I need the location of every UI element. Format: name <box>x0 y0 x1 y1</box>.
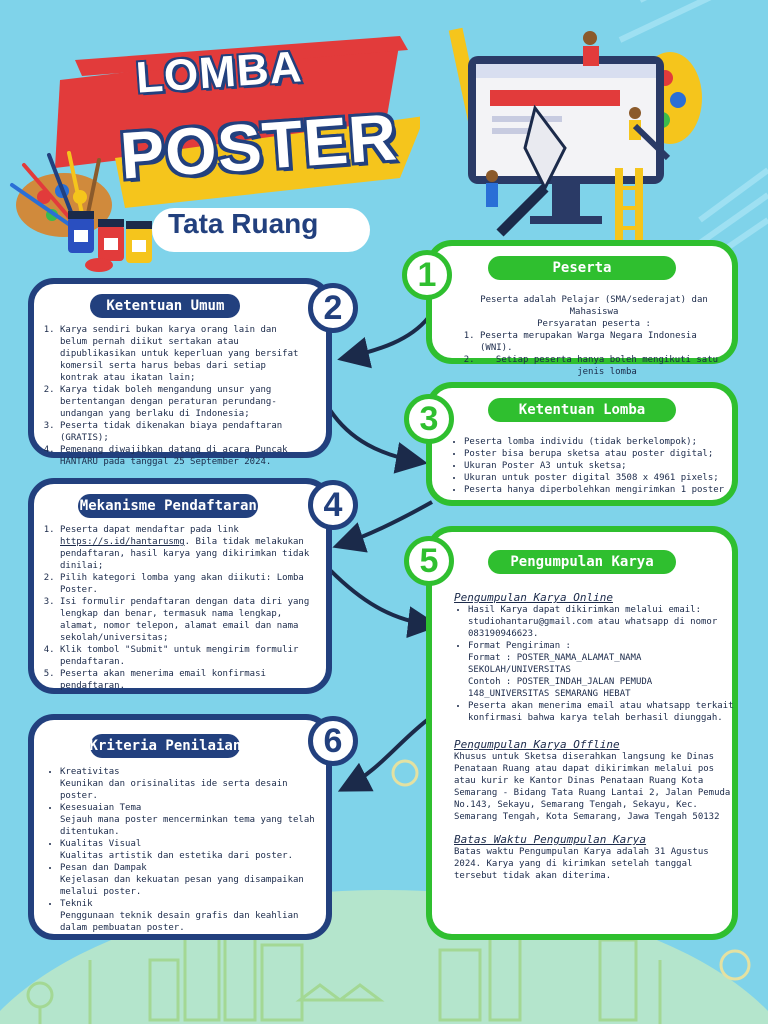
ketentuan-lomba-item: • Ukuran Poster A3 untuk sketsa; <box>464 460 740 472</box>
online-item: • Peserta akan menerima email atau whatsapp terkait konfirmasi bahwa karya telah berhasil diunggah. <box>468 700 736 724</box>
section-number-6: 6 <box>308 716 358 766</box>
ketentuan-umum-title: Ketentuan Umum <box>90 294 240 318</box>
kriteria-item <box>60 802 318 838</box>
kriteria-desc: Kualitas artistik dan estetika dari poster. <box>60 851 293 861</box>
mekanisme-card <box>28 478 332 694</box>
ketentuan-umum-body <box>46 324 306 468</box>
offline-text: Khusus untuk Sketsa diserahkan langsung ke Dinas Penataan Ruang atau dapat dikirimkan melalui pos atau kurir ke Kantor Dinas Penataan Ruang Kota Semarang - Bidang Tata Ruang Lantai 2, Jalan Pemuda No.143, Sekayu, Semarang Tengah, Sekayu, Kec. Semarang Tengah, Kota Semarang, Jawa Tengah 50132 <box>454 752 731 822</box>
mekanisme-item: 5. Peserta akan menerima email konfirmasi pendaftaran. <box>60 668 316 692</box>
ketentuan-lomba-item: • Ukuran untuk poster digital 3508 x 4961 pixels; <box>464 472 740 484</box>
ketentuan-umum-item: 4. Pemenang diwajibkan datang di acara Puncak HANTARU pada tanggal 25 September 2024. <box>60 444 306 468</box>
kriteria-item <box>60 838 318 862</box>
peserta-req-label: Persyaratan peserta : <box>537 319 651 329</box>
mekanisme-item: 4. Klik tombol "Submit" untuk mengirim formulir pendaftaran. <box>60 644 316 668</box>
example-line: Contoh : POSTER_INDAH_JALAN PEMUDA 148_UNIVERSITAS SEMARANG HEBAT <box>468 677 653 699</box>
ketentuan-umum-item: 2. Karya tidak boleh mengandung unsur yang bertentangan dengan peraturan perundang-undangan yang berlaku di Indonesia; <box>60 384 306 420</box>
peserta-item: 1. Peserta merupakan Warga Negara Indonesia (WNI). <box>480 330 734 354</box>
deadline-title: Batas Waktu Pengumpulan Karya <box>454 833 647 846</box>
peserta-item: 2. Setiap peserta hanya boleh mengikuti satu jenis lomba <box>480 354 734 378</box>
paint-jars-icon <box>68 211 152 272</box>
kriteria-desc: Keunikan dan orisinalitas ide serta desain poster. <box>60 779 288 801</box>
peserta-card <box>426 240 738 377</box>
format-line: Format : POSTER_NAMA_ALAMAT_NAMA SEKOLAH/UNIVERSITAS <box>468 653 642 675</box>
kriteria-name: • Kesesuaian Tema <box>60 803 142 813</box>
section-number-5: 5 <box>404 536 454 586</box>
section-number-1: 1 <box>402 250 452 300</box>
ketentuan-lomba-item: • Peserta lomba individu (tidak berkelompok); <box>464 436 740 448</box>
ketentuan-umum-card <box>28 278 332 467</box>
title-line1: LOMBA <box>134 42 304 103</box>
kriteria-desc: Sejauh mana poster mencerminkan tema yang telah ditentukan. <box>60 815 315 837</box>
ketentuan-lomba-title: Ketentuan Lomba <box>488 398 676 422</box>
online-item <box>468 640 736 700</box>
peserta-body <box>454 294 734 378</box>
ketentuan-umum-item: 3. Peserta tidak dikenakan biaya pendaftaran (GRATIS); <box>60 420 306 444</box>
paintbrush-palette-icon <box>4 145 154 275</box>
mekanisme-body <box>46 524 316 692</box>
ketentuan-lomba-body <box>450 436 740 496</box>
kriteria-name: • Pesan dan Dampak <box>60 863 147 873</box>
online-title: Pengumpulan Karya Online <box>454 591 613 604</box>
ketentuan-umum-item: 1. Karya sendiri bukan karya orang lain dan belum pernah diikut sertakan atau dipublikasikan untuk keperluan yang bersifat komersil serta harus bebas dari setiap kontrak atau ikatan lain; <box>60 324 306 384</box>
mekanisme-title: Mekanisme Pendaftaran <box>78 494 258 518</box>
subtitle: Tata Ruang <box>168 208 319 239</box>
kriteria-body <box>46 766 318 934</box>
kriteria-item <box>60 862 318 898</box>
kriteria-name: • Kreativitas <box>60 767 120 777</box>
section-number-4: 4 <box>308 480 358 530</box>
pengumpulan-body <box>454 588 736 882</box>
peserta-title: Peserta <box>488 256 676 280</box>
deadline-text: Batas waktu Pengumpulan Karya adalah 31 Agustus 2024. Karya yang di kirimkan setelah tanggal tersebut tidak akan diterima. <box>454 847 709 881</box>
section-number-2: 2 <box>308 283 358 333</box>
format-label: Format Pengiriman : <box>468 641 571 651</box>
kriteria-card <box>28 714 332 940</box>
section-number-3: 3 <box>404 394 454 444</box>
registration-link[interactable]: https://s.id/hantarusmg <box>60 537 185 547</box>
kriteria-item <box>60 898 318 934</box>
kriteria-name: • Kualitas Visual <box>60 839 142 849</box>
mekanisme-item: 2. Pilih kategori lomba yang akan diikuti: Lomba Poster. <box>60 572 316 596</box>
mekanisme-item: 3. Isi formulir pendaftaran dengan data diri yang lengkap dan benar, termasuk nama lengkap, alamat, nomor telepon, alamat email dan nama sekolah/universitas; <box>60 596 316 644</box>
kriteria-desc: Penggunaan teknik desain grafis dan keahlian dalam pembuatan poster. <box>60 911 299 933</box>
kriteria-title: Kriteria Penilaian <box>90 734 240 758</box>
kriteria-item <box>60 766 318 802</box>
kriteria-name: • Teknik <box>60 899 93 909</box>
mekanisme-item1-pre: Peserta dapat mendaftar pada link <box>60 525 239 535</box>
online-item: • Hasil Karya dapat dikirimkan melalui email: studiohantaru@gmail.com atau whatsapp di nomor 083190946623. <box>468 604 736 640</box>
ketentuan-lomba-card <box>426 382 738 506</box>
ketentuan-lomba-item: • Peserta hanya diperbolehkan mengirimkan 1 poster <box>464 484 740 496</box>
offline-title: Pengumpulan Karya Offline <box>454 738 620 751</box>
kriteria-desc: Kejelasan dan kekuatan pesan yang disampaikan melalui poster. <box>60 875 304 897</box>
mekanisme-item <box>60 524 316 572</box>
pengumpulan-title: Pengumpulan Karya <box>488 550 676 574</box>
title-line2: POSTER <box>117 99 400 193</box>
pengumpulan-card <box>426 526 738 940</box>
peserta-intro: Peserta adalah Pelajar (SMA/sederajat) dan Mahasiswa <box>480 295 708 317</box>
ketentuan-lomba-item: • Poster bisa berupa sketsa atau poster digital; <box>464 448 740 460</box>
mekanisme-item1-post: . Bila tidak melakukan pendaftaran, hasil karya yang dikirimkan tidak dinilai; <box>60 537 310 571</box>
